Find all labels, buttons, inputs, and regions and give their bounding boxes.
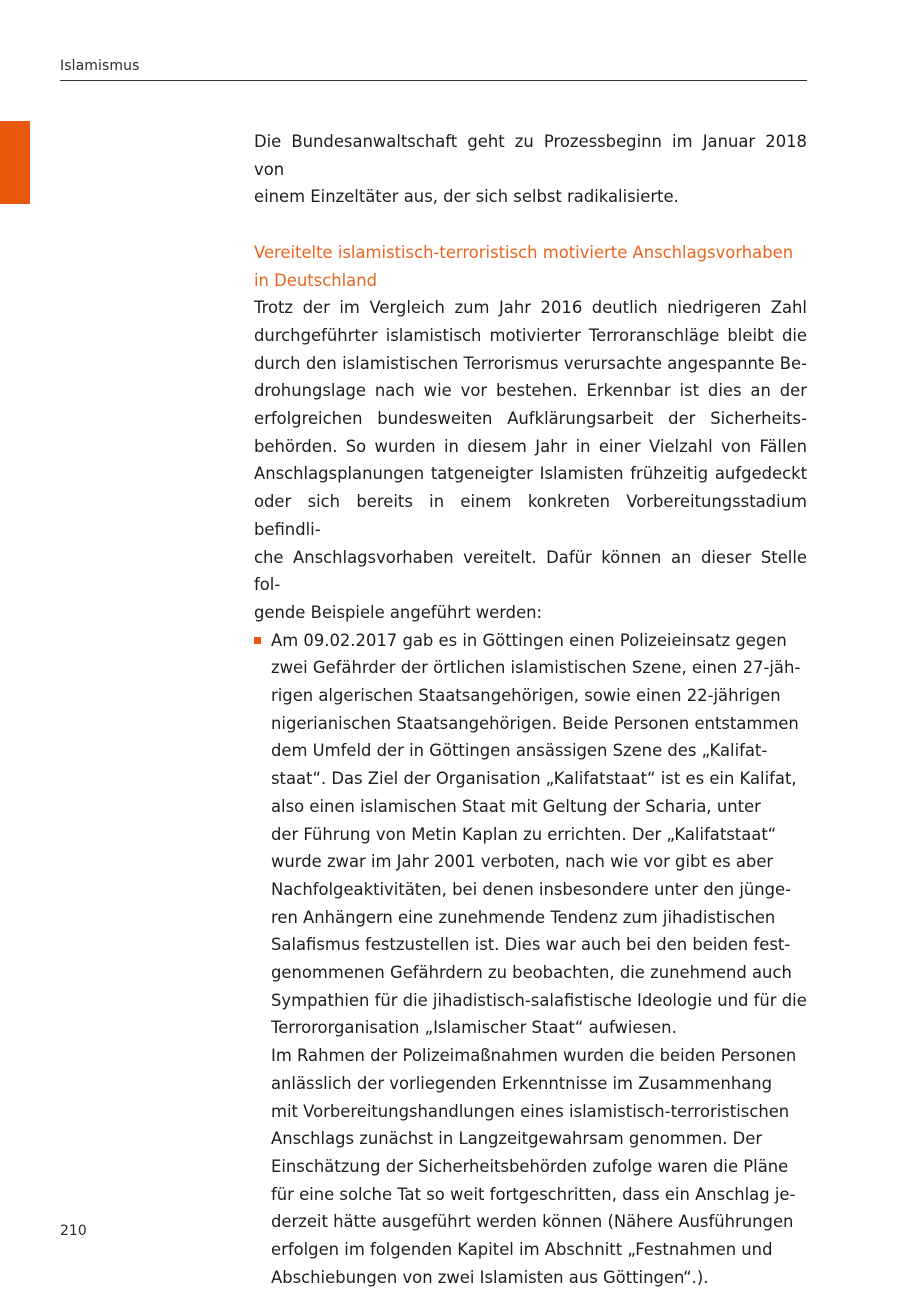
text-line: wurde zwar im Jahr 2001 verboten, nach wie vor gibt es aber xyxy=(271,852,774,872)
text-line: Einschätzung der Sicherheitsbehörden zufolge waren die Pläne xyxy=(271,1157,789,1176)
text-line: derzeit hätte ausgeführt werden können (Nähere Ausführungen xyxy=(271,1212,794,1232)
text-line: ren Anhängern eine zunehmende Tendenz zum jihadistischen xyxy=(271,907,776,927)
text-line: durchgeführter islamistisch motivierter Terroranschläge bleibt die xyxy=(254,325,807,345)
square-bullet-icon xyxy=(254,637,261,644)
text-line: Abschiebungen von zwei Islamisten aus Göttingen“.). xyxy=(271,1267,709,1287)
intro-paragraph xyxy=(254,128,807,211)
text-line: behörden. So wurden in diesem Jahr in einer Vielzahl von Fällen xyxy=(254,436,807,456)
page-number: 210 xyxy=(60,1223,87,1239)
main-content xyxy=(254,128,807,1292)
text-line: Die Bundesanwaltschaft geht zu Prozessbeginn im Januar 2018 von xyxy=(254,132,807,179)
text-line: einem Einzeltäter aus, der sich selbst radikalisierte. xyxy=(254,187,679,207)
text-line: durch den islamistischen Terrorismus verursachte angespannte Be- xyxy=(254,353,807,373)
text-line: mit Vorbereitungshandlungen eines islamistisch-terroristischen xyxy=(271,1101,790,1121)
text-line: Trotz der im Vergleich zum Jahr 2016 deutlich niedrigeren Zahl xyxy=(254,298,807,318)
text-line: Sympathien für die jihadistisch-salafistische Ideologie und für die xyxy=(271,990,807,1010)
text-line: gende Beispiele angeführt werden: xyxy=(254,602,543,622)
text-line: Salafismus festzustellen ist. Dies war auch bei den beiden fest- xyxy=(271,935,791,955)
example-list xyxy=(254,627,807,1292)
header-rule xyxy=(60,80,807,81)
text-line: Anschlagsplanungen tatgeneigter Islamisten frühzeitig aufgedeckt xyxy=(254,464,807,484)
text-line: anlässlich der vorliegenden Erkenntnisse im Zusammenhang xyxy=(271,1073,773,1093)
chapter-tab-marker xyxy=(0,121,30,204)
text-line: drohungslage nach wie vor bestehen. Erkennbar ist dies an der xyxy=(254,381,807,401)
text-line: zwei Gefährder der örtlichen islamistischen Szene, einen 27-jäh- xyxy=(271,658,801,678)
text-line: che Anschlagsvorhaben vereitelt. Dafür können an dieser Stelle fol- xyxy=(254,547,807,595)
text-line: staat“. Das Ziel der Organisation „Kalifatstaat“ ist es ein Kalifat, xyxy=(271,769,797,789)
heading-line: in Deutschland xyxy=(254,270,378,290)
text-line: Im Rahmen der Polizeimaßnahmen wurden die beiden Personen xyxy=(271,1046,797,1066)
text-line: der Führung von Metin Kaplan zu errichten. Der „Kalifatstaat“ xyxy=(271,824,777,844)
text-line: Nachfolgeaktivitäten, bei denen insbesondere unter den jünge- xyxy=(271,879,792,899)
text-line: für eine solche Tat so weit fortgeschritten, dass ein Anschlag je- xyxy=(271,1184,796,1204)
text-line: oder sich bereits in einem konkreten Vorbereitungsstadium befindli- xyxy=(254,492,807,539)
text-line: dem Umfeld der in Göttingen ansässigen Szene des „Kalifat- xyxy=(271,741,768,761)
list-item xyxy=(254,627,807,1292)
text-line: also einen islamischen Staat mit Geltung der Scharia, unter xyxy=(271,796,761,816)
text-line: nigerianischen Staatsangehörigen. Beide Personen entstammen xyxy=(271,713,799,733)
text-line: erfolgen im folgenden Kapitel im Abschnitt „Festnahmen und xyxy=(271,1240,773,1260)
heading-line: Vereitelte islamistisch-terroristisch motivierte Anschlagsvorhaben xyxy=(254,242,794,262)
section-body-paragraph xyxy=(254,294,807,626)
text-line: Am 09.02.2017 gab es in Göttingen einen Polizeieinsatz gegen xyxy=(271,630,787,650)
text-line: erfolgreichen bundesweiten Aufklärungsarbeit der Sicherheits- xyxy=(254,409,807,429)
text-line: genommenen Gefährdern zu beobachten, die zunehmend auch xyxy=(271,963,792,983)
paragraph-spacer xyxy=(254,211,807,239)
text-line: Terrororganisation „Islamischer Staat“ aufwiesen. xyxy=(271,1018,677,1038)
running-head-title: Islamismus xyxy=(60,58,140,74)
section-heading xyxy=(254,239,807,294)
text-line: Anschlags zunächst in Langzeitgewahrsam genommen. Der xyxy=(271,1129,763,1149)
text-line: rigen algerischen Staatsangehörigen, sowie einen 22-jährigen xyxy=(271,686,781,706)
